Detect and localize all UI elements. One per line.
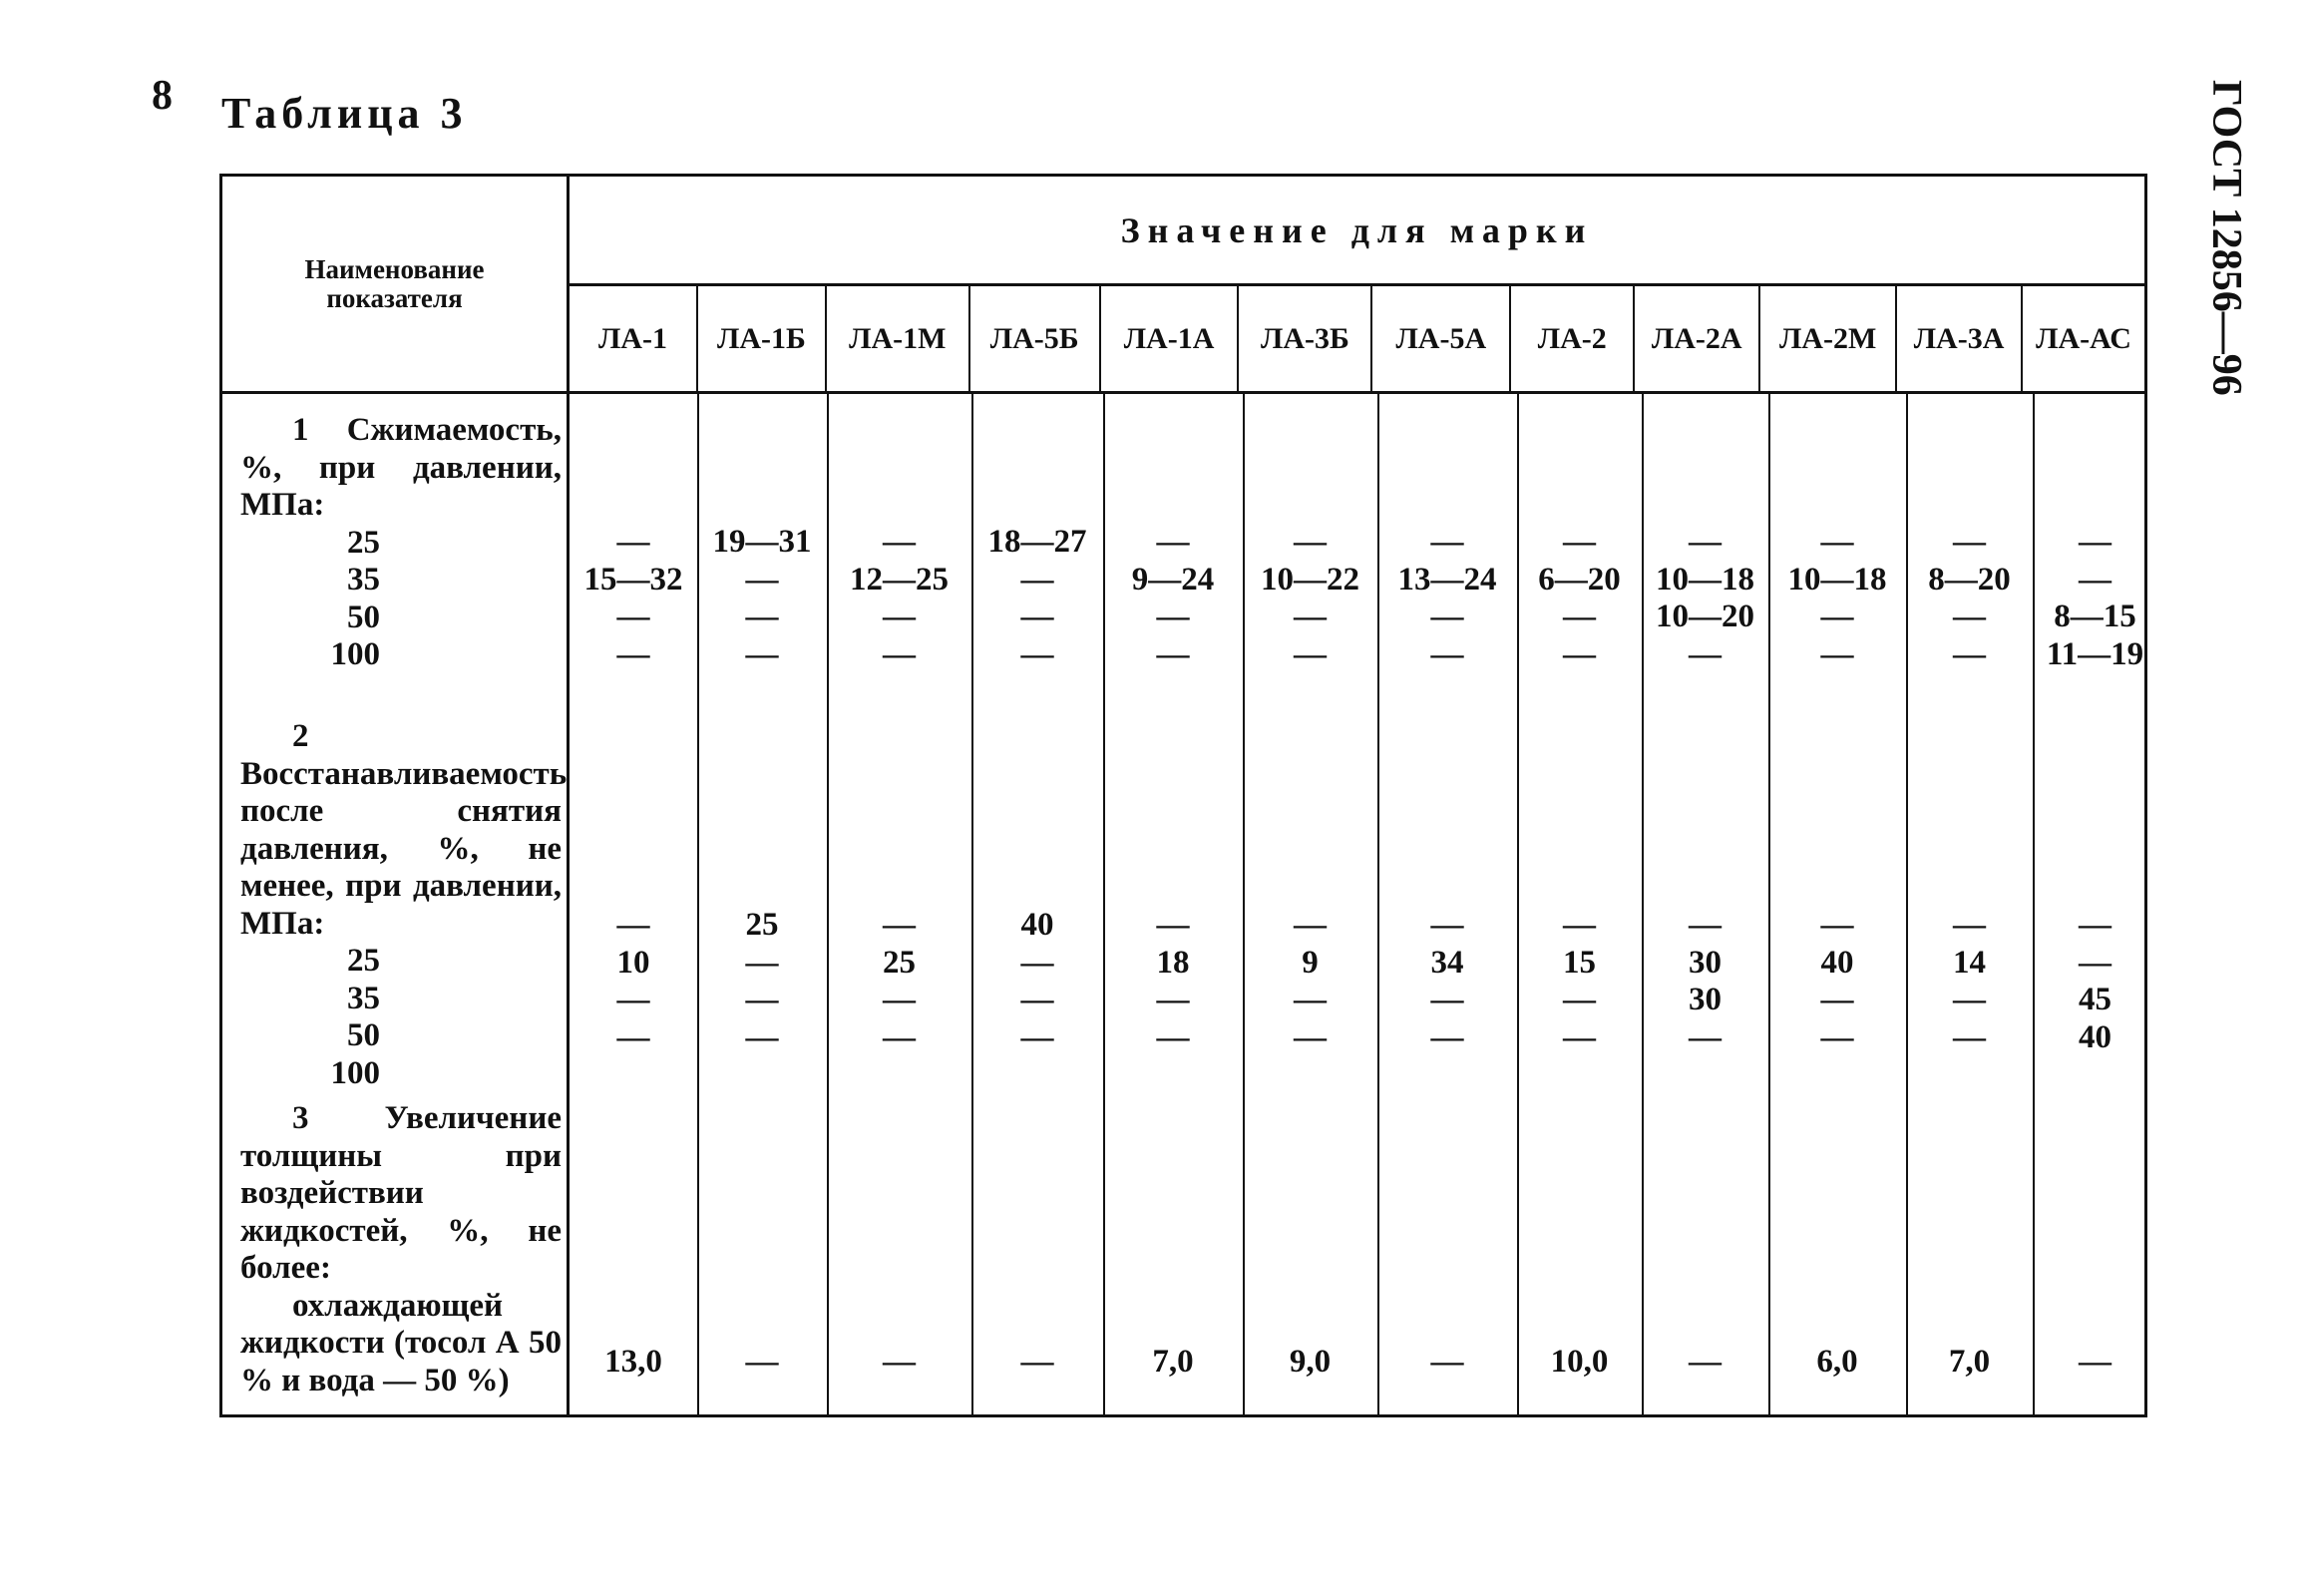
value-cell: 9—24: [1131, 561, 1215, 598]
value-cell: 14: [1953, 944, 1986, 981]
value-cell: —: [745, 1344, 779, 1380]
value-cell: —: [1020, 1018, 1054, 1055]
value-cell: —: [883, 907, 916, 943]
value-cell: —: [1563, 1018, 1596, 1055]
value-cell: 30: [1689, 982, 1722, 1017]
value-cell: —: [745, 635, 779, 672]
value-cell: —: [745, 561, 779, 598]
value-cell: —: [883, 524, 916, 560]
value-cell: —: [883, 1018, 916, 1055]
value-cell: 12—25: [850, 561, 949, 598]
grade-header-cell: ЛА-2М: [1758, 286, 1895, 391]
value-cell: —: [1294, 982, 1327, 1017]
value-cell: —: [1294, 598, 1327, 634]
indicator-3: [240, 1100, 562, 1399]
indicator-2-pressure: 100: [330, 1054, 380, 1091]
grade-header-cell: ЛА-5А: [1370, 286, 1509, 391]
value-cell: —: [1430, 598, 1464, 634]
value-cell: —: [616, 635, 650, 672]
indicator-1-pressure: 50: [347, 598, 380, 635]
value-cell: 13,0: [604, 1344, 662, 1380]
value-cell: —: [616, 524, 650, 560]
properties-table: [219, 174, 2147, 1417]
value-cell: —: [1820, 907, 1854, 943]
indicator-2: [240, 718, 568, 1092]
value-cell: 40: [1020, 907, 1054, 943]
grade-header-cell: ЛА-2: [1509, 286, 1633, 391]
indicator-1-pressure: 100: [330, 636, 380, 672]
indicator-2-pressure: 35: [347, 980, 380, 1016]
grade-header-cell: ЛА-1М: [825, 286, 968, 391]
value-cell: 8—15: [2054, 598, 2136, 634]
value-cell: 30: [1689, 944, 1722, 981]
indicator-3-subtitle: охлаждающей жидкости (тосол А 50 % и вода — 50 %): [240, 1287, 562, 1398]
value-cell: —: [1820, 982, 1854, 1017]
value-cell: —: [1020, 944, 1054, 981]
value-cell: —: [1563, 598, 1596, 634]
value-cell: —: [1689, 907, 1722, 943]
column-divider: [1642, 394, 1644, 1414]
value-cell: —: [1294, 907, 1327, 943]
value-cell: 25: [883, 944, 916, 981]
value-cell: —: [1953, 598, 1986, 634]
value-cell: —: [1294, 524, 1327, 560]
column-divider: [1103, 394, 1105, 1414]
indicator-2-pressure: 25: [347, 943, 380, 979]
value-cell: —: [616, 598, 650, 634]
page-number: 8: [152, 73, 173, 119]
value-cell: —: [1020, 982, 1054, 1017]
column-divider: [827, 394, 829, 1414]
grade-header-cell: ЛА-3А: [1895, 286, 2021, 391]
value-cell: —: [1820, 598, 1854, 634]
value-cell: 8—20: [1928, 561, 2011, 598]
value-cell: —: [1563, 635, 1596, 672]
indicator-2-title: 2 Восстанавливаемость после снятия давления, %, не менее, при давлении, МПа:: [240, 718, 568, 942]
grade-header-cell: ЛА-2А: [1633, 286, 1758, 391]
value-cell: —: [1689, 1018, 1722, 1055]
value-cell: —: [1689, 524, 1722, 560]
column-divider: [697, 394, 699, 1414]
indicator-1-title: 1 Сжимаемость, %, при давлении, МПа:: [240, 412, 562, 523]
value-cell: —: [1430, 1344, 1464, 1380]
value-cell: —: [1020, 598, 1054, 634]
value-cell: —: [1953, 982, 1986, 1017]
value-cell: —: [745, 598, 779, 634]
value-cell: 7,0: [1152, 1344, 1194, 1380]
indicator-1: [240, 412, 562, 674]
value-cell: 18—27: [987, 524, 1087, 560]
value-cell: —: [883, 635, 916, 672]
value-cell: —: [1820, 1018, 1854, 1055]
column-divider: [2033, 394, 2035, 1414]
value-cell: 6—20: [1538, 561, 1621, 598]
value-cell: —: [1430, 982, 1464, 1017]
column-divider: [1377, 394, 1379, 1414]
value-cell: —: [1156, 982, 1190, 1017]
indicator-3-title: 3 Увеличение толщины при воздействии жидкостей, %, не более:: [240, 1100, 562, 1286]
value-cell: —: [1953, 1018, 1986, 1055]
value-cell: —: [1156, 524, 1190, 560]
value-cell: —: [1156, 1018, 1190, 1055]
indicator-column-header: [222, 177, 570, 391]
indicator-1-pressure: 25: [347, 524, 380, 561]
value-cell: —: [2079, 1344, 2111, 1380]
value-cell: —: [2079, 907, 2111, 943]
column-divider: [1906, 394, 1908, 1414]
value-cell: —: [1953, 524, 1986, 560]
value-cell: —: [1953, 635, 1986, 672]
indicator-1-pressure: 35: [347, 562, 380, 598]
value-cell: 40: [1820, 944, 1854, 981]
grade-header-cell: ЛА-1: [597, 321, 667, 355]
value-cell: 10,0: [1550, 1344, 1609, 1380]
value-cell: 7,0: [1948, 1344, 1991, 1380]
value-cell: —: [1430, 635, 1464, 672]
value-cell: —: [883, 982, 916, 1017]
value-cell: —: [1156, 907, 1190, 943]
value-cell: —: [1563, 524, 1596, 560]
value-cell: —: [1820, 635, 1854, 672]
value-cell: —: [1430, 524, 1464, 560]
grade-header-row: [570, 286, 2144, 391]
value-cell: 11—19: [2046, 635, 2144, 672]
value-cell: 10—22: [1261, 561, 1359, 598]
value-cell: —: [1020, 635, 1054, 672]
header-divider: [222, 391, 2144, 394]
value-cell: —: [1294, 635, 1327, 672]
value-cell: 10—18: [1656, 561, 1754, 598]
value-cell: —: [1689, 635, 1722, 672]
value-cell: —: [2079, 944, 2111, 981]
value-cell: —: [1563, 982, 1596, 1017]
value-cell: 45: [2079, 982, 2111, 1017]
column-divider: [971, 394, 973, 1414]
table-title: Таблица 3: [221, 89, 468, 138]
indicator-2-pressure: 50: [347, 1017, 380, 1053]
value-cell: —: [745, 1018, 779, 1055]
grade-header-cell: ЛА-3Б: [1237, 286, 1370, 391]
value-cell: —: [883, 598, 916, 634]
column-divider: [1768, 394, 1770, 1414]
value-cell: 9: [1302, 944, 1319, 981]
grade-header-cell: ЛА-5Б: [968, 286, 1099, 391]
value-cell: 10—20: [1656, 598, 1754, 634]
value-cell: —: [1294, 1018, 1327, 1055]
value-cell: 18: [1156, 944, 1190, 981]
value-cell: —: [745, 944, 779, 981]
value-cell: —: [1156, 635, 1190, 672]
value-cell: 40: [2079, 1018, 2111, 1055]
value-cell: —: [616, 982, 650, 1017]
value-cell: —: [1430, 907, 1464, 943]
grade-header-cell: ЛА-1Б: [696, 286, 825, 391]
value-cell: —: [1953, 907, 1986, 943]
value-cell: —: [616, 1018, 650, 1055]
value-cell: 6,0: [1816, 1344, 1858, 1380]
grade-group-header: Значение для марки: [570, 177, 2144, 286]
value-cell: 10—18: [1787, 561, 1887, 598]
indicator-header-label: Наименование показателя: [304, 253, 485, 313]
document-code: ГОСТ 12856—96: [2203, 80, 2249, 396]
value-cell: 10: [616, 944, 650, 981]
value-cell: —: [2079, 524, 2111, 560]
value-cell: 34: [1430, 944, 1464, 981]
grade-header-cell: ЛА-1А: [1099, 286, 1238, 391]
value-cell: —: [1020, 561, 1054, 598]
value-cell: —: [616, 907, 650, 943]
value-cell: 9,0: [1289, 1344, 1332, 1380]
value-cell: 13—24: [1397, 561, 1497, 598]
value-cell: —: [1820, 524, 1854, 560]
grade-header-cell: ЛА-АС: [2021, 286, 2144, 391]
value-cell: 19—31: [712, 524, 812, 560]
value-cell: —: [745, 982, 779, 1017]
value-cell: —: [883, 1344, 916, 1380]
value-cell: —: [2079, 561, 2111, 598]
value-cell: 25: [745, 907, 779, 943]
value-cell: —: [1156, 598, 1190, 634]
value-cell: —: [1020, 1344, 1054, 1380]
column-divider: [1517, 394, 1519, 1414]
value-cell: 15—32: [583, 561, 683, 598]
value-cell: —: [1430, 1018, 1464, 1055]
value-cell: 15: [1563, 944, 1596, 981]
column-divider: [1243, 394, 1245, 1414]
value-cell: —: [1563, 907, 1596, 943]
value-cell: —: [1689, 1344, 1722, 1380]
